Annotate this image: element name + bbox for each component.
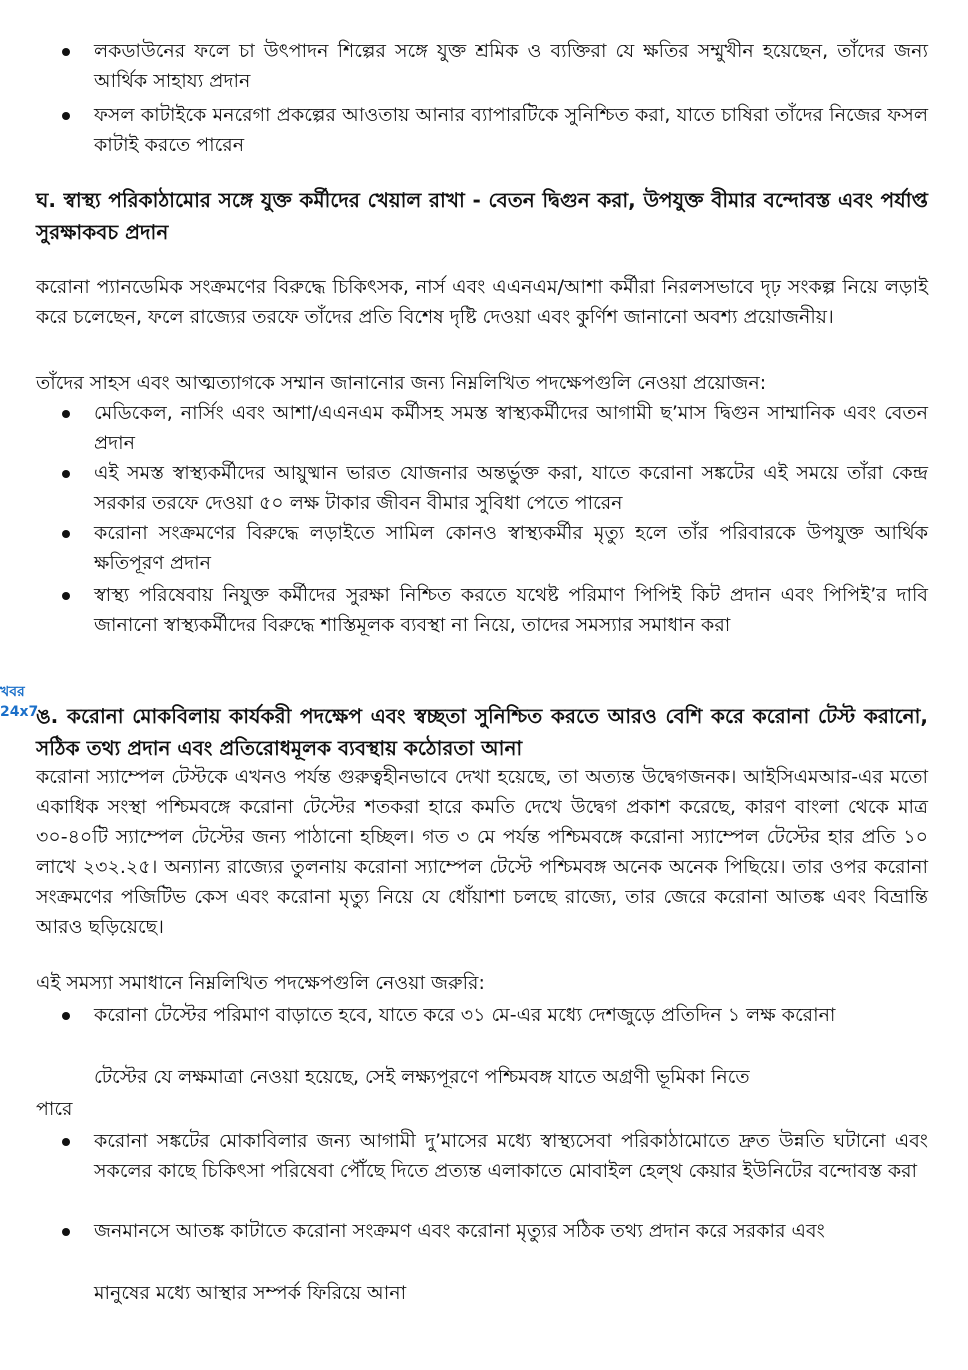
bullet-icon bbox=[62, 1228, 70, 1236]
bullet-text: এই সমস্ত স্বাস্থ্যকর্মীদের আয়ুষ্মান ভারত যোজনার অন্তর্ভুক্ত করা, যাতে করোনা সঙ্কটের এই সময়ে তাঁরা কেন্দ্র সরকার তরফে দেওয়া ৫০ লক্ষ টাকার জীবন বীমার সুবিধা পেতে পারেন bbox=[94, 462, 928, 514]
section-heading: ঘ. স্বাস্থ্য পরিকাঠামোর সঙ্গে যুক্ত কর্মীদের খেয়াল রাখা - বেতন দ্বিগুন করা, উপযুক্ত বীমার বন্দোবস্ত এবং পর্যাপ্ত সুরক্ষাকবচ প্রদান bbox=[36, 188, 928, 244]
bullet-icon bbox=[62, 470, 70, 478]
bullet-text: লকডাউনের ফলে চা উৎপাদন শিল্পের সঙ্গে যুক্ত শ্রমিক ও ব্যক্তিরা যে ক্ষতির সম্মুখীন হয়েছেন, তাঁদের জন্য আর্থিক সাহায্য প্রদান bbox=[94, 40, 928, 92]
bullet-icon bbox=[62, 410, 70, 418]
paragraph: তাঁদের সাহস এবং আত্মত্যাগকে সম্মান জানানোর জন্য নিম্নলিখিত পদক্ষেপগুলি নেওয়া প্রয়োজন: bbox=[36, 372, 767, 394]
bullet-icon bbox=[62, 1012, 70, 1020]
bullet-icon bbox=[62, 1138, 70, 1146]
paragraph: পারে bbox=[36, 1098, 73, 1120]
bullet-text: করোনা সংক্রমণের বিরুদ্ধে লড়াইতে সামিল কোনও স্বাস্থ্যকর্মীর মৃত্যু হলে তাঁর পরিবারকে উপযুক্ত আর্থিক ক্ষতিপূরণ প্রদান bbox=[94, 522, 928, 574]
bullet-text: করোনা সঙ্কটের মোকাবিলার জন্য আগামী দু’মাসের মধ্যে স্বাস্থ্যসেবা পরিকাঠামোতে দ্রুত উন্নতি ঘটানো এবং সকলের কাছে চিকিৎসা পরিষেবা পৌঁছে দিতে প্রত্যন্ত এলাকাতে মোবাইল হেল্থ কেয়ার ইউনিটের বন্দোবস্ত করা bbox=[94, 1130, 928, 1182]
bullet-text: মানুষের মধ্যে আস্থার সম্পর্ক ফিরিয়ে আনা bbox=[94, 1282, 407, 1304]
bullet-text: মেডিকেল, নার্সিং এবং আশা/এএনএম কর্মীসহ সমস্ত স্বাস্থ্যকর্মীদের আগামী ছ’মাস দ্বিগুন সাম্মানিক এবং বেতন প্রদান bbox=[94, 402, 928, 454]
paragraph: করোনা প্যানডেমিক সংক্রমণের বিরুদ্ধে চিকিৎসক, নার্স এবং এএনএম/আশা কর্মীরা নিরলসভাবে দৃঢ় সংকল্প নিয়ে লড়াই করে চলেছেন, ফলে রাজ্যের তরফে তাঁদের প্রতি বিশেষ দৃষ্টি দেওয়া এবং কুর্ণিশ জানানো অবশ্য প্রয়োজনীয়। bbox=[36, 276, 928, 328]
bullet-icon bbox=[62, 48, 70, 56]
bullet-icon bbox=[62, 592, 70, 600]
site-logo: খবর 24x7 bbox=[0, 684, 39, 720]
bullet-text: স্বাস্থ্য পরিষেবায় নিযুক্ত কর্মীদের সুরক্ষা নিশ্চিত করতে যথেষ্ট পরিমাণ পিপিই কিট প্রদান এবং পিপিই’র দাবি জানানো স্বাস্থ্যকর্মীদের বিরুদ্ধে শাস্তিমূলক ব্যবস্থা না নিয়ে, তাদের সমস্যার সমাধান করা bbox=[94, 584, 928, 636]
paragraph: এই সমস্যা সমাধানে নিম্নলিখিত পদক্ষেপগুলি নেওয়া জরুরি: bbox=[36, 972, 485, 994]
bullet-text: ফসল কাটাইকে মনরেগা প্রকল্পের আওতায় আনার ব্যাপারটিকে সুনিশ্চিত করা, যাতে চাষিরা তাঁদের নিজের ফসল কাটাই করতে পারেন bbox=[94, 104, 928, 156]
bullet-text: জনমানসে আতঙ্ক কাটাতে করোনা সংক্রমণ এবং করোনা মৃত্যুর সঠিক তথ্য প্রদান করে সরকার এবং bbox=[94, 1220, 825, 1242]
bullet-text: করোনা টেস্টের পরিমাণ বাড়াতে হবে, যাতে করে ৩১ মে-এর মধ্যে দেশজুড়ে প্রতিদিন ১ লক্ষ করোনা bbox=[94, 1004, 836, 1026]
bullet-icon bbox=[62, 530, 70, 538]
paragraph: করোনা স্যাম্পেল টেস্টকে এখনও পর্যন্ত গুরুত্বহীনভাবে দেখা হয়েছে, তা অত্যন্ত উদ্বেগজনক। আইসিএমআর-এর মতো একাধিক সংস্থা পশ্চিমবঙ্গে করোনা টেস্টের শতকরা হারে কমতি দেখে উদ্বেগ প্রকাশ করেছে, কারণ বাংলা থেকে মাত্র ৩০-৪০টি স্যাম্পেল টেস্টের জন্য পাঠানো হচ্ছিল। গত ৩ মে পর্যন্ত পশ্চিমবঙ্গে করোনা স্যাম্পেল টেস্টের হার প্রতি ১০ লাখে ২৩২.২৫। অন্যান্য রাজ্যের তুলনায় করোনা স্যাম্পেল টেস্টে পশ্চিমবঙ্গ অনেক অনেক পিছিয়ে। তার ওপর করোনা সংক্রমণের পজিটিভ কেস এবং করোনা মৃত্যু নিয়ে যে ধোঁয়াশা চলছে রাজ্যে, তার জেরে করোনা আতঙ্ক এবং বিভ্রান্তি আরও ছড়িয়েছে। bbox=[36, 766, 928, 938]
bullet-icon bbox=[62, 112, 70, 120]
section-heading: ঙ. করোনা মোকবিলায় কার্যকরী পদক্ষেপ এবং স্বচ্ছতা সুনিশ্চিত করতে আরও বেশি করে করোনা টেস্ট করানো, সঠিক তথ্য প্রদান এবং প্রতিরোধমূলক ব্যবস্থায় কঠোরতা আনা bbox=[36, 704, 928, 760]
bullet-text: টেস্টের যে লক্ষমাত্রা নেওয়া হয়েছে, সেই লক্ষ্যপূরণে পশ্চিমবঙ্গ যাতে অগ্রণী ভূমিকা নিতে bbox=[94, 1066, 750, 1088]
